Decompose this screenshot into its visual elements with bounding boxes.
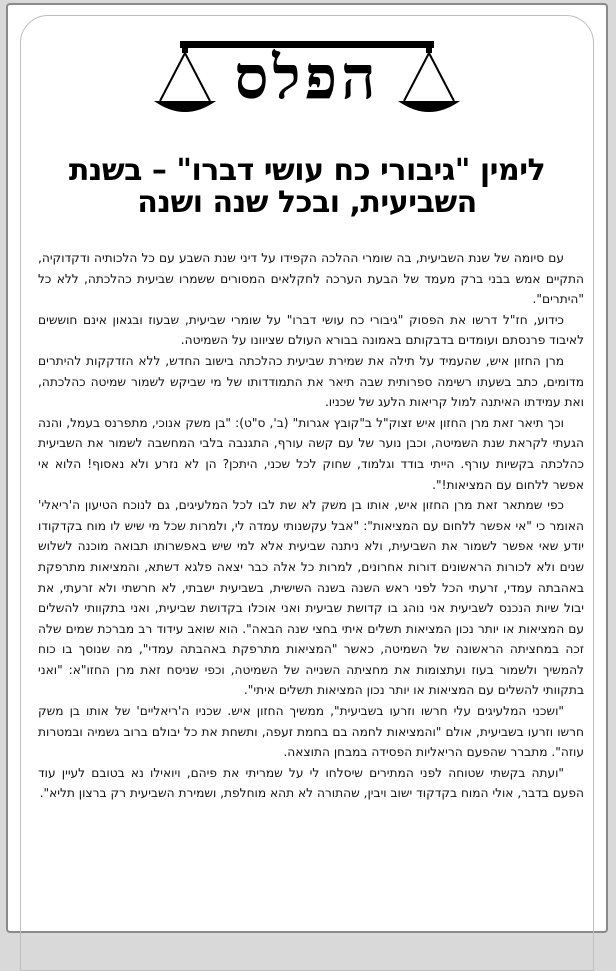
newspaper-logo: [8, 39, 606, 129]
article-paragraph: עם סיומה של שנת השביעית, בה שומרי ההלכה הקפידו על דיני שנת השבע עם כל הלכותיה ודקדוקיה, התקיים אמש בבני ברק מעמד של הבעת הערכה לחקלאים המסורים ששמרו שביעית כהלכתה, ללא כל "היתרים".: [38, 251, 584, 307]
headline-line-1: לימין "גיבורי כח עושי דברו" – בשנת: [68, 153, 546, 188]
article-body: [38, 248, 584, 804]
article-paragraph: מרן החזון איש, שהעמיד על תילה את שמירת שביעית כהלכתה בישוב החדש, ללא הזדקקות להיתרים מדומים, כתב בשעתו רשימה ספרותית שבה תיאר את התמודדותו של מי שביקש לשמור שמיטה כהלכתה, ואת עמידתו האיתנה למול קריאות הלעג של שכניו.: [38, 353, 584, 410]
article-headline: [28, 155, 586, 219]
article-paragraph: כפי שמתאר זאת מרן החזון איש, אותו בן משק לא שת לבו לכל המלעיגים, גם לנוכח הטיעון ה'ריאלי' האומר כי "אי אפשר ללחום עם המציאות": "אבל עקשנותי עמדה לי, ולמרות שכל מי שיש לו מוח בקדקודו יודע שאי אפשר לשמור את השביעית, ולא ניתנה שביעית אלא למי שיש באפשרותו תבואה מוכנה לשלוש שנים ולא לכורות הראשונים דורות אחרונים, למרות כל אלה כבר יצאה פלגא דשתא, והמציאות מתרפקת באהבתה עמדי, זרעתי הכל לפני ראש השנה בשנה השישית, בשביעית ישבתי, לא חרשתי ולא זרעתי, את יבול שיות הנכנס לשביעית אני נוהג בו קדושת שביעית ואני אוכלו בקדושת שביעית, ואני בתקוותי להשלים עם המציאות או יותר נכון המציאות תשלים איתי בחצי שנה הבאה". הוא שואב עידוד רב מברכת שמים שלה זכה במחציתה הראשונה של השמיטה, כאשר "המציאות מתרפקת באהבתה עמדי", מה שנוסך בו כוח להמשיך ולשמור בעוז ועתצומות את מחציתה השנייה של השמיטה, וכפי שניסח זאת מרן החזו"א: "ואני בתקוותי להשלים עם המציאות או יותר נכון המציאות תשלים איתי".: [38, 498, 584, 698]
article-paragraph: וכך תיאר זאת מרן החזון איש זצוק"ל ב"קובץ אגרות" (ב', ס"ט): "בן משק אנוכי, מתפרנס בעמל, והנה הגעתי לקראת שנת השמיטה, וכבן נוער של עם קשה עורף, התגנבה בלבי המחשבה לשמור את השביעית כהלכתה בקשיות עורף. הייתי בודד וגלמוד, שחוק לכל שכני, היתכן? הן לא נזרע ולא נאסוף! הלוא אי אפשר ללחום עם המציאות!".: [38, 415, 584, 492]
article-paragraph: "ועתה בקשתי שטוחה לפני המתירים שיסלחו לי על שמריתי את פיהם, ויואילו נא בטובם לעיין עוד הפעם בדבר, אולי המוח בקדקוד ישוב ויבין, שהתורה לא תהא מוחלפת, ושמירת השביעית רק ברצון תליא".: [38, 765, 584, 801]
headline-line-2: השביעית, ובכל שנה ושנה: [137, 185, 477, 220]
article-paragraph: "ושכני המלעיגים עלי חרשו וזרעו בשביעית", ממשיך החזון איש. שכניו ה'ריאליים' של אותו בן משק חרשו וזרעו בשביעית, אולם "והמציאות לחמה בם בחמת זעפה, ותשחת את כל יבולם ברוב גשמיה ובמטרות עוזה". מתברר שהפעם הריאליות הפסידה במבחן התוצאה.: [38, 704, 584, 760]
article-paragraph: כידוע, חז"ל דרשו את הפסוק "גיבורי כח עושי דברו" על שומרי שביעית, שבעוז ובגאון אינם חוששים לאיבוד פרנסתם ועומדים בדבקותם באמונה בבורא העולם שציוונו על השמיטה.: [38, 312, 584, 348]
newspaper-page: [6, 3, 608, 933]
newspaper-logo-text: הפלס: [234, 43, 380, 113]
